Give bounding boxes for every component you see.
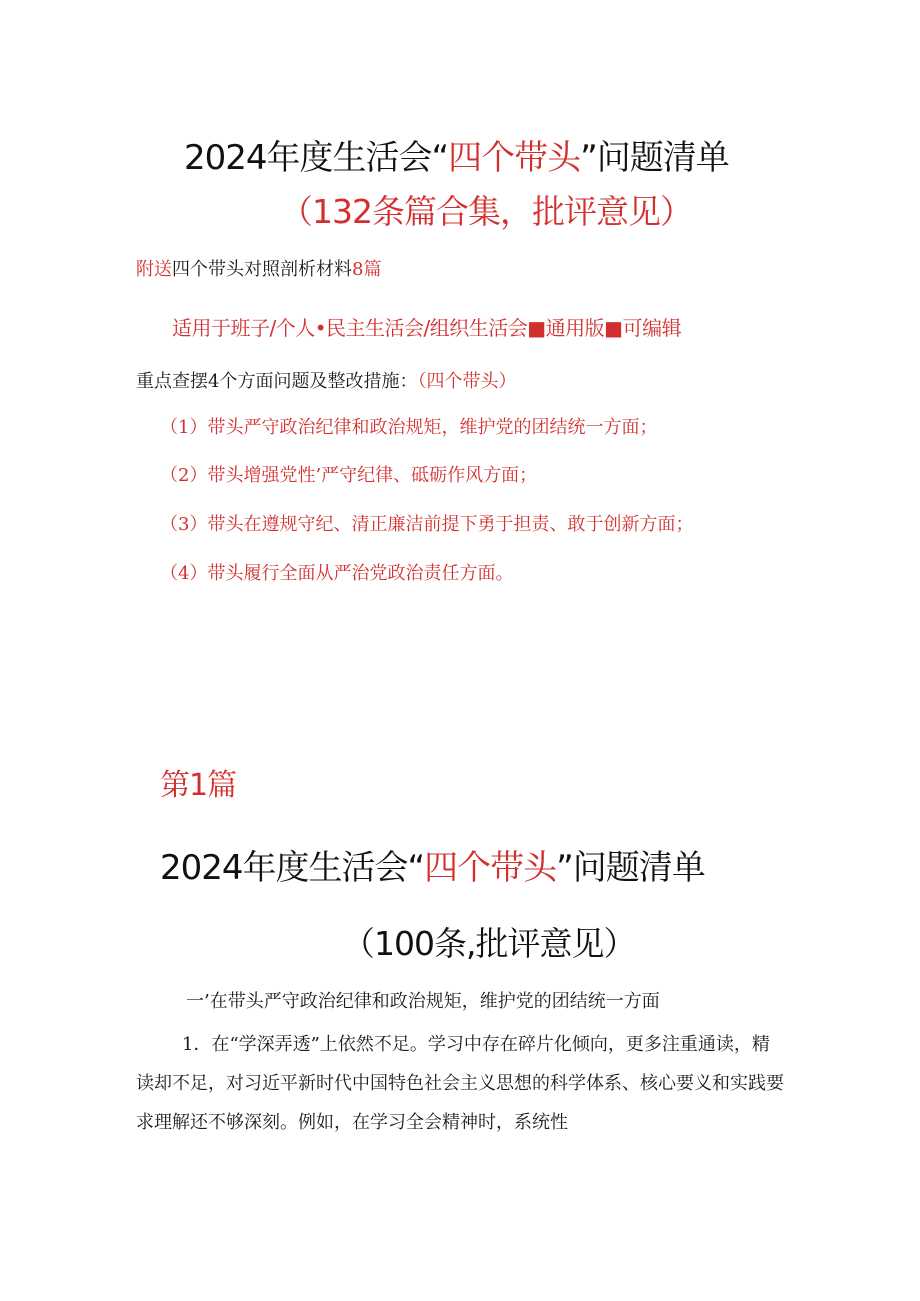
title-highlight: 四个带头: [448, 138, 581, 178]
title-suffix: ”问题清单: [580, 138, 729, 178]
document-title: [184, 130, 729, 179]
attachment-text: 四个带头对照剖析材料: [172, 259, 352, 280]
chapter-subtitle: （100条,批评意见）: [342, 924, 636, 963]
document-subtitle: （132条篇合集，批评意见）: [280, 192, 692, 231]
chapter-title-prefix: 2024年度生活会“: [160, 848, 425, 888]
chapter-title-highlight: 四个带头: [424, 848, 557, 888]
focus-item: （2）带头增强党性’严守纪律、砥砺作风方面；: [160, 465, 538, 486]
chapter-title: [160, 840, 705, 889]
body-paragraph: 1．在“学深弄透”上依然不足。学习中存在碎片化倾向，更多注重通读，精读却不足，对习近平新时代中国特色社会主义思想的科学体系、核心要义和实践要求理解还不够深刻。例如，在学习全会精神时，系统性: [136, 1034, 784, 1133]
scope-line: 适用于班子/个人•民主生活会/组织生活会■通用版■可编辑: [172, 316, 682, 340]
section-heading: 一’在带头严守政治纪律和政治规矩，维护党的团结统一方面: [186, 991, 660, 1012]
attachment-note: [136, 255, 381, 281]
attachment-label: 附送: [136, 259, 172, 280]
focus-item: （4）带头履行全面从严治党政治责任方面。: [160, 563, 514, 584]
chapter-label: 第1篇: [160, 768, 237, 803]
focus-tag: （四个带头）: [417, 371, 517, 392]
focus-item: （3）带头在遵规守纪、清正廉洁前提下勇于担责、敢于创新方面；: [160, 514, 694, 535]
focus-item: （1）带头严守政治纪律和政治规矩，维护党的团结统一方面；: [160, 417, 658, 438]
chapter-title-suffix: ”问题清单: [556, 848, 705, 888]
focus-lead: [136, 367, 516, 393]
title-prefix: 2024年度生活会“: [184, 138, 449, 178]
attachment-count: 8篇: [352, 259, 382, 280]
focus-lead-text: 重点查摆4个方面问题及整改措施：: [136, 371, 418, 392]
